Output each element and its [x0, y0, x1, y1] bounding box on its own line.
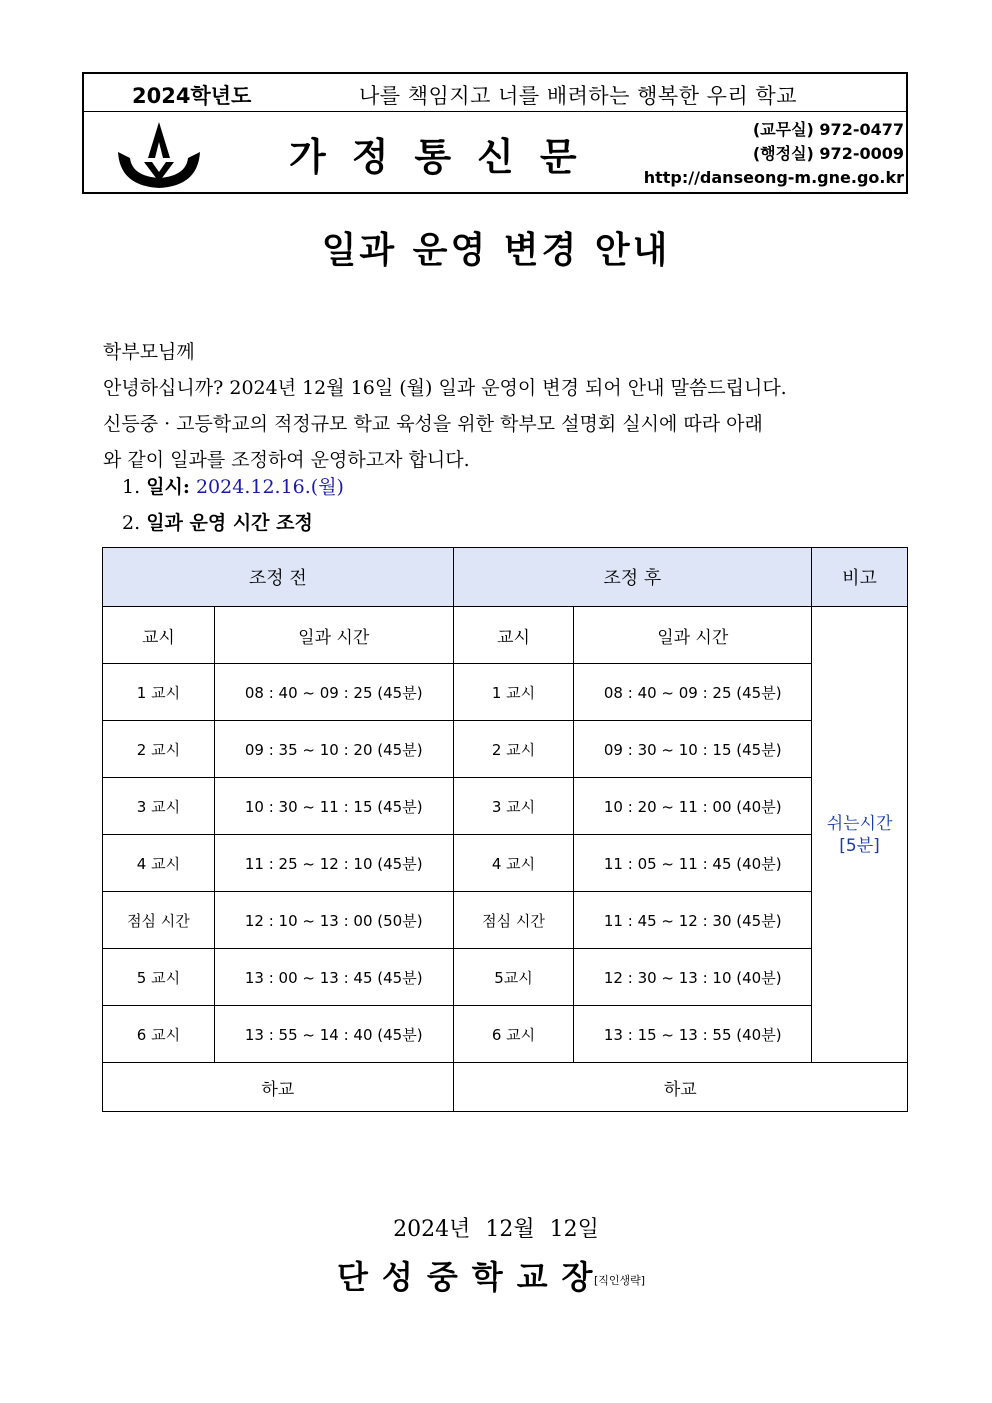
after-time: 10 : 20 ~ 11 : 00 (40분)	[574, 778, 812, 835]
header-before: 조정 전	[103, 548, 454, 607]
after-time: 08 : 40 ~ 09 : 25 (45분)	[574, 664, 812, 721]
col-time-before: 일과 시간	[214, 607, 453, 664]
intro-line: 안녕하십니까? 2024년 12월 16일 (월) 일과 운영이 변경 되어 안내 말씀드립니다.	[103, 377, 787, 399]
intro-line: 와 같이 일과를 조정하여 운영하고자 합니다.	[103, 449, 470, 471]
school-year: 2024학년도	[132, 84, 252, 108]
dismissal-after: 하교	[453, 1063, 907, 1112]
before-period: 1 교시	[103, 664, 215, 721]
dismissal-before: 하교	[103, 1063, 454, 1112]
table-row	[103, 721, 908, 778]
after-period: 점심 시간	[453, 892, 574, 949]
after-period: 6 교시	[453, 1006, 574, 1063]
after-period: 4 교시	[453, 835, 574, 892]
before-time: 13 : 55 ~ 14 : 40 (45분)	[214, 1006, 453, 1063]
school-logo-icon	[114, 118, 204, 192]
col-period-before: 교시	[103, 607, 215, 664]
before-time: 09 : 35 ~ 10 : 20 (45분)	[214, 721, 453, 778]
principal-signature: 단성중학교장	[337, 1258, 607, 1296]
item-schedule	[122, 508, 313, 535]
header-top-row	[84, 74, 906, 112]
note-line: [5분]	[839, 835, 880, 856]
before-time: 08 : 40 ~ 09 : 25 (45분)	[214, 664, 453, 721]
before-period: 2 교시	[103, 721, 215, 778]
header-after: 조정 후	[453, 548, 812, 607]
table-row	[103, 949, 908, 1006]
after-time: 11 : 45 ~ 12 : 30 (45분)	[574, 892, 812, 949]
newsletter-header	[82, 72, 908, 194]
contact-info	[644, 118, 904, 190]
item-number: 1.	[122, 476, 141, 498]
item-label: 일시:	[146, 476, 190, 498]
greeting: 학부모님께	[103, 341, 195, 363]
note-line: 쉬는시간	[826, 813, 893, 834]
after-period: 5교시	[453, 949, 574, 1006]
before-period: 6 교시	[103, 1006, 215, 1063]
header-note: 비고	[812, 548, 908, 607]
before-period: 3 교시	[103, 778, 215, 835]
table-header-row	[103, 548, 908, 607]
break-time-note	[812, 607, 908, 1063]
document-title: 일과 운영 변경 안내	[321, 230, 671, 271]
school-website-link[interactable]: http://danseong-m.gne.go.kr	[643, 168, 904, 187]
contact-admin-office: (행정실) 972-0009	[752, 144, 904, 163]
school-motto: 나를 책임지고 너를 배려하는 행복한 우리 학교	[359, 84, 797, 108]
seal-omitted-note: [직인생략]	[594, 1274, 646, 1287]
after-period: 2 교시	[453, 721, 574, 778]
before-time: 13 : 00 ~ 13 : 45 (45분)	[214, 949, 453, 1006]
after-time: 12 : 30 ~ 13 : 10 (40분)	[574, 949, 812, 1006]
before-period: 5 교시	[103, 949, 215, 1006]
table-dismissal-row	[103, 1063, 908, 1112]
contact-academic-office: (교무실) 972-0477	[752, 120, 904, 139]
intro-line: 신등중 · 고등학교의 적정규모 학교 육성을 위한 학부모 설명회 실시에 따라 아래	[103, 413, 763, 435]
item-number: 2.	[122, 512, 141, 534]
after-period: 1 교시	[453, 664, 574, 721]
col-period-after: 교시	[453, 607, 574, 664]
item-date	[122, 472, 344, 499]
issue-date: 2024년 12월 12일	[393, 1217, 599, 1242]
after-time: 09 : 30 ~ 10 : 15 (45분)	[574, 721, 812, 778]
after-period: 3 교시	[453, 778, 574, 835]
newsletter-title: 가정통신문	[289, 135, 603, 179]
item-label: 일과 운영 시간 조정	[146, 512, 313, 534]
after-time: 11 : 05 ~ 11 : 45 (40분)	[574, 835, 812, 892]
before-time: 12 : 10 ~ 13 : 00 (50분)	[214, 892, 453, 949]
schedule-table	[102, 547, 908, 1112]
before-time: 11 : 25 ~ 12 : 10 (45분)	[214, 835, 453, 892]
before-period: 점심 시간	[103, 892, 215, 949]
table-row	[103, 892, 908, 949]
col-time-after: 일과 시간	[574, 607, 812, 664]
table-subheader-row	[103, 607, 908, 664]
before-time: 10 : 30 ~ 11 : 15 (45분)	[214, 778, 453, 835]
after-time: 13 : 15 ~ 13 : 55 (40분)	[574, 1006, 812, 1063]
before-period: 4 교시	[103, 835, 215, 892]
table-row	[103, 664, 908, 721]
table-row	[103, 835, 908, 892]
table-row	[103, 778, 908, 835]
event-date: 2024.12.16.(월)	[195, 476, 344, 498]
table-row	[103, 1006, 908, 1063]
intro-paragraph	[103, 370, 911, 478]
